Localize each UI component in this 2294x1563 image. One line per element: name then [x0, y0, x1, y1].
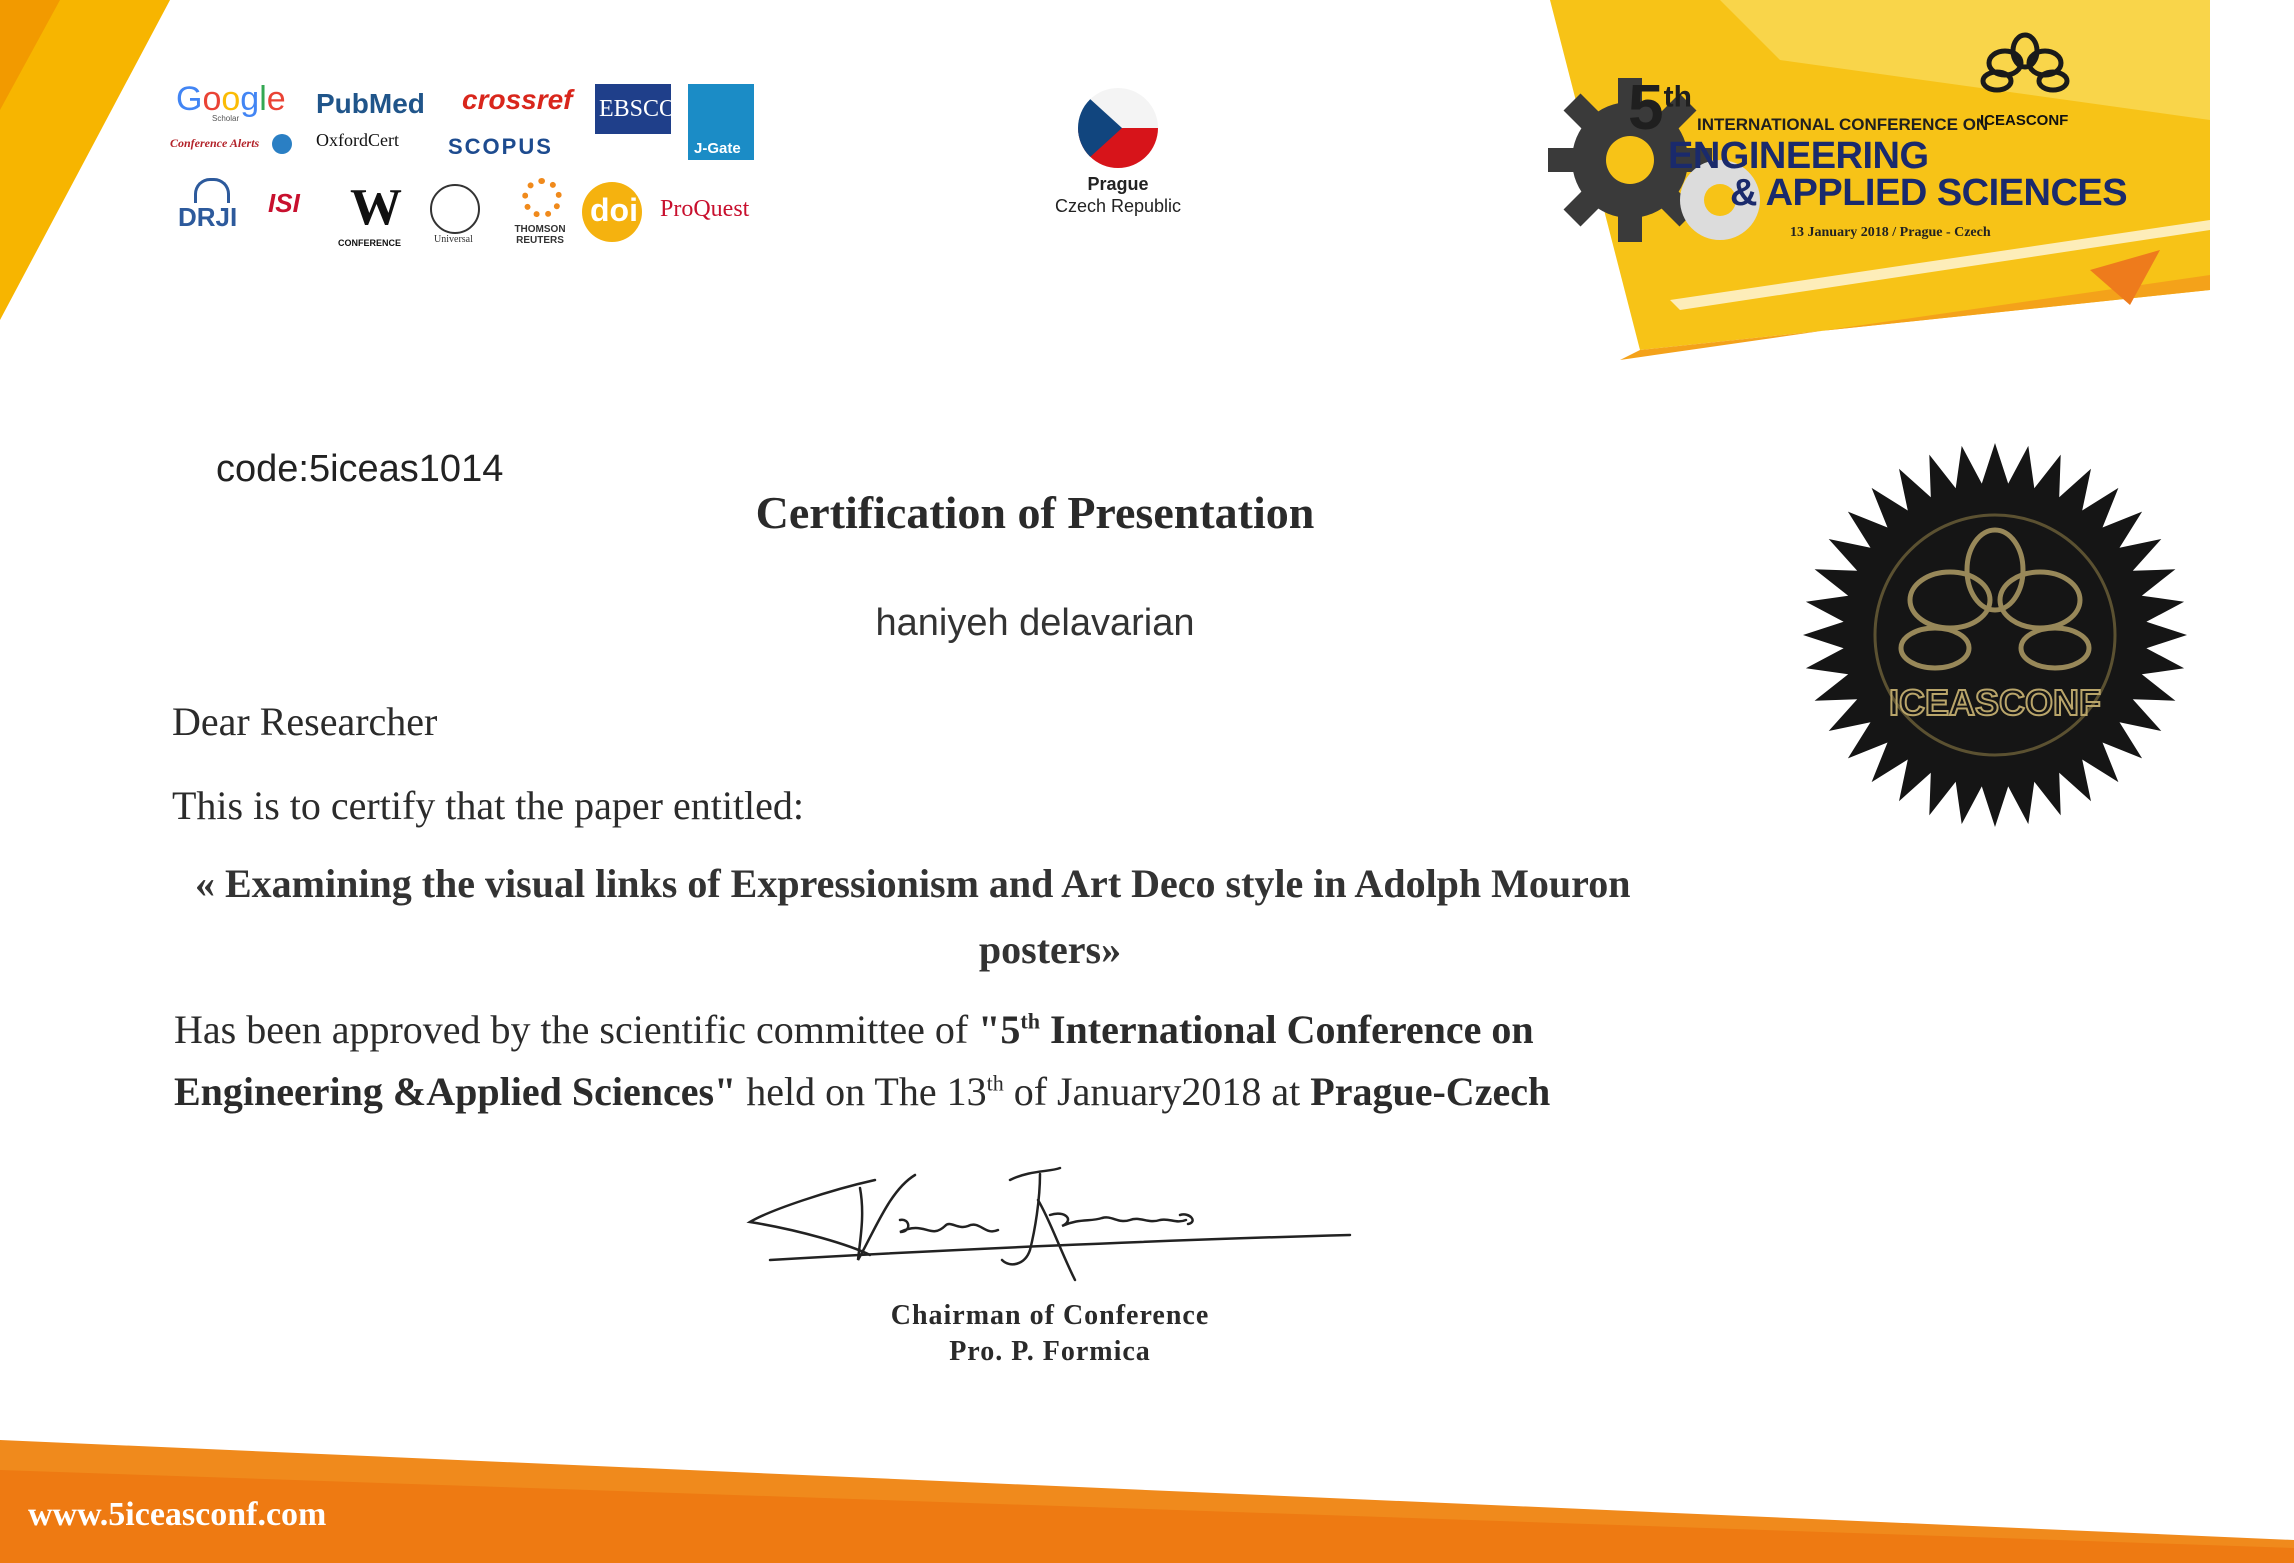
location-city: Prague — [1087, 174, 1149, 194]
approval-line1: Has been approved by the scientific committee of "5th International Conference on — [174, 1007, 1534, 1052]
conference-edition: 5th — [1628, 71, 1692, 143]
conference-intl-line: INTERNATIONAL CONFERENCE ON — [1697, 115, 1989, 134]
seal-text: ICEASCONF — [1888, 682, 2102, 723]
location-country: Czech Republic — [1054, 196, 1182, 216]
google-logo: Google — [176, 80, 286, 118]
pubmed-logo: PubMed — [316, 88, 425, 119]
crossref-logo: crossref — [462, 84, 573, 115]
iceasconf-brand: ICEASCONF — [1980, 112, 2069, 129]
chairman-name: Pro. P. Formica — [949, 1336, 1151, 1367]
jgate-logo: J-Gate — [688, 84, 754, 160]
doi-logo: doi — [582, 182, 642, 242]
universal-logo: Universal — [422, 176, 488, 250]
paper-title-line2: posters» — [978, 927, 1122, 972]
drji-logo: DRJI — [178, 178, 242, 238]
partner-logos — [170, 78, 770, 258]
oxfordcert-logo: OxfordCert — [316, 130, 399, 150]
ebsco-logo: EBSCO — [595, 84, 671, 134]
salutation: Dear Researcher — [172, 699, 438, 744]
signature — [740, 1160, 1360, 1290]
embossed-seal — [1800, 440, 2190, 830]
scopus-logo: SCOPUS — [448, 134, 553, 159]
conference-name-line1: ENGINEERING — [1668, 135, 1929, 177]
globe-icon — [272, 134, 292, 154]
conference-w-logo: W CONFERENCE — [338, 179, 402, 248]
conference-date-line: 13 January 2018 / Prague - Czech — [1790, 225, 1991, 240]
paper-title-line1: « Examining the visual links of Expressionism and Art Deco style in Adolph Mouron — [195, 861, 1631, 906]
chairman-title: Chairman of Conference — [890, 1300, 1210, 1331]
certificate-title: Certification of Presentation — [755, 487, 1315, 538]
recipient-name: haniyeh delavarian — [875, 602, 1195, 644]
isi-logo: ISI — [268, 188, 300, 218]
approval-line2: Engineering &Applied Sciences" held on The 13th of January2018 at Prague-Czech — [174, 1069, 1551, 1114]
czech-flag-icon — [1078, 88, 1158, 168]
thomson-reuters-logo: THOMSON REUTERS — [500, 176, 580, 252]
conference-alerts-logo: Conference Alerts — [170, 136, 260, 150]
website-url[interactable]: www.5iceasconf.com — [28, 1496, 327, 1533]
footer-band — [0, 1440, 2294, 1563]
certificate-code: code:5iceas1014 — [216, 448, 504, 490]
google-scholar-sub: Scholar — [212, 114, 240, 123]
proquest-logo: ProQuest — [660, 196, 750, 222]
conference-name-line2: & APPLIED SCIENCES — [1730, 172, 2128, 214]
certify-line: This is to certify that the paper entitled: — [172, 783, 805, 828]
